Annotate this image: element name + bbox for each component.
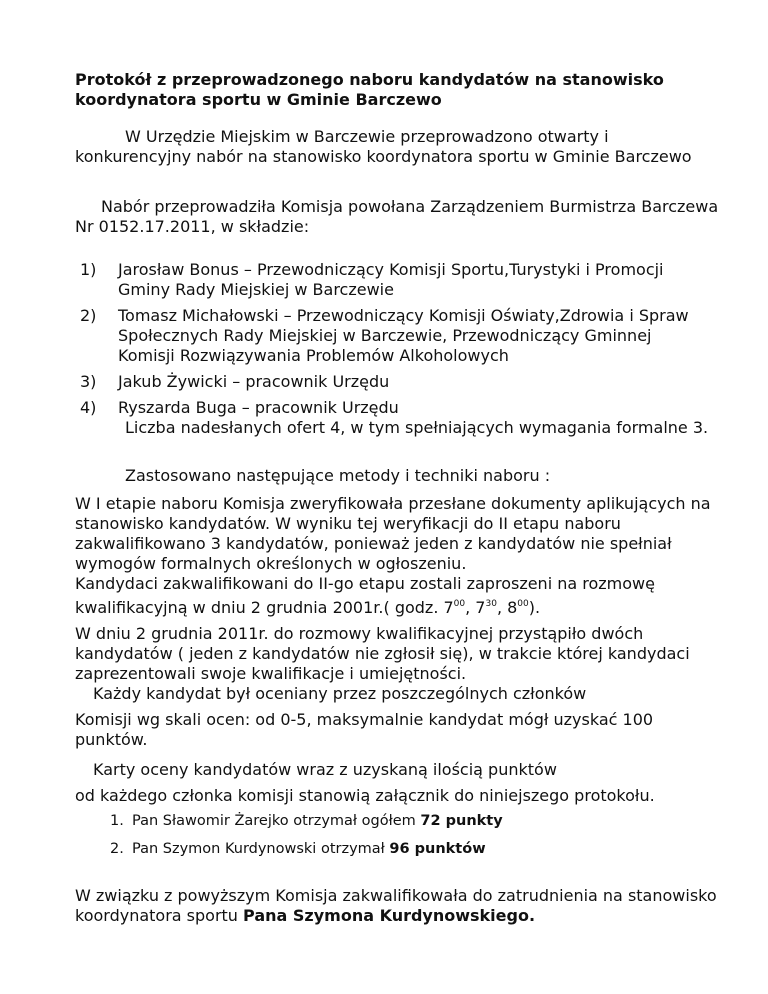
- score-text: [132, 810, 503, 832]
- score-label: Pan Szymon Kurdynowski otrzymał: [132, 841, 390, 857]
- time-sep: , 8: [496, 598, 518, 617]
- time-sup: 00: [453, 599, 466, 609]
- stage2-paragraph: [75, 574, 725, 618]
- committee-member: [80, 306, 700, 366]
- stage2-text: Kandydaci zakwalifikowani do II-go etapu zostali zaproszeni na rozmowę kwalifikacyjną w dniu 2 grudnia 2001r.( godz. 7: [75, 574, 655, 617]
- cards-line-2: od każdego członka komisji stanowią załącznik do niniejszego protokołu.: [75, 786, 655, 805]
- score-item: [110, 810, 670, 832]
- time-sup: 30: [485, 599, 497, 609]
- methods-paragraph: Zastosowano następujące metody i techniki naboru :: [125, 466, 551, 485]
- time-sup: 00: [517, 599, 529, 609]
- member-text: Jarosław Bonus – Przewodniczący Komisji Sportu,Turystyki i Promocji Gminy Rady Miejskiej w Barczewie: [118, 260, 664, 299]
- list-number: 4): [80, 398, 97, 417]
- conclusion-paragraph: [75, 886, 725, 926]
- intro-paragraph: W Urzędzie Miejskim w Barczewie przeprowadzono otwarty i konkurencyjny nabór na stanowisko koordynatora sportu w Gminie Barczewo: [75, 127, 692, 166]
- score-label: Pan Sławomir Żarejko otrzymał ogółem: [132, 813, 421, 829]
- time-end: ).: [528, 598, 541, 617]
- document-title: Protokół z przeprowadzonego naboru kandydatów na stanowisko koordynatora sportu w Gminie Barczewo: [75, 70, 664, 109]
- time-sep: , 7: [465, 598, 486, 617]
- member-text: Ryszarda Buga – pracownik Urzędu: [118, 398, 399, 417]
- list-number: 1): [80, 260, 97, 279]
- rating-line-2: Komisji wg skali ocen: od 0-5, maksymalnie kandydat mógł uzyskać 100 punktów.: [75, 710, 654, 749]
- committee-member: [80, 398, 700, 418]
- cards-line-1: Karty oceny kandydatów wraz z uzyskaną ilością punktów: [93, 760, 557, 779]
- scores-list: [110, 810, 670, 866]
- list-number: 1.: [110, 813, 124, 829]
- score-text: [132, 838, 486, 860]
- list-number: 2): [80, 306, 97, 325]
- rating-line-1: Każdy kandydat był oceniany przez poszczególnych członków: [93, 684, 587, 703]
- member-text: Tomasz Michałowski – Przewodniczący Komisji Oświaty,Zdrowia i Spraw Społecznych Rady Miejskiej w Barczewie, Przewodniczący Gminnej Komisji Rozwiązywania Problemów Alkoholowych: [118, 306, 689, 365]
- committee-member: [80, 260, 700, 300]
- score-points: 72 punkty: [420, 813, 503, 829]
- score-item: [110, 838, 670, 860]
- interview-paragraph: W dniu 2 grudnia 2011r. do rozmowy kwalifikacyjnej przystąpiło dwóch kandydatów ( jeden z kandydatów nie zgłosił się), w trakcie której kandydaci zaprezentowali swoje kwalifikacje i umiejętności.: [75, 624, 690, 683]
- committee-list: [80, 260, 700, 424]
- stage1-paragraph: W I etapie naboru Komisja zweryfikowała przesłane dokumenty aplikujących na stanowisko kandydatów. W wyniku tej weryfikacji do II etapu naboru zakwalifikowano 3 kandydatów, ponieważ jeden z kandydatów nie spełniał wymogów formalnych określonych w ogłoszeniu.: [75, 494, 711, 573]
- score-points: 96 punktów: [389, 841, 486, 857]
- conclusion-name: Pana Szymona Kurdynowskiego.: [243, 906, 536, 925]
- member-text: Jakub Żywicki – pracownik Urzędu: [118, 372, 390, 391]
- committee-intro: Nabór przeprowadziła Komisja powołana Zarządzeniem Burmistrza Barczewa Nr 0152.17.2011, w składzie:: [75, 197, 719, 236]
- offers-paragraph: Liczba nadesłanych ofert 4, w tym spełniających wymagania formalne 3.: [125, 418, 709, 437]
- list-number: 2.: [110, 841, 124, 857]
- committee-member: [80, 372, 700, 392]
- conclusion-text: W związku z powyższym Komisja zakwalifikowała do zatrudnienia na stanowisko koordynatora sportu: [75, 886, 717, 925]
- list-number: 3): [80, 372, 97, 391]
